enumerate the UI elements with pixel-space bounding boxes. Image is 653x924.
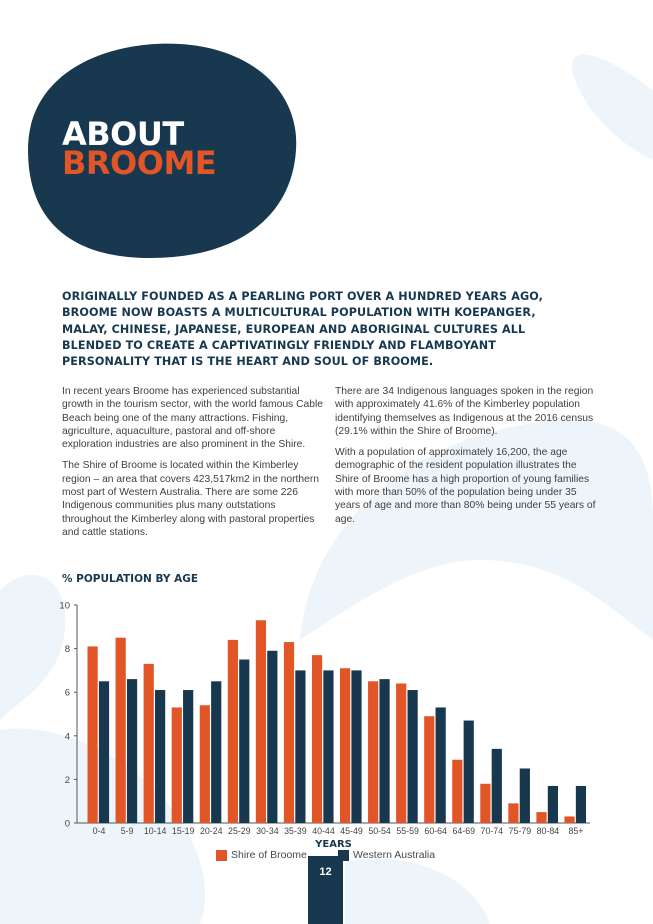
bar-shire bbox=[200, 705, 210, 823]
bar-wa bbox=[99, 681, 109, 823]
bar-shire bbox=[480, 784, 490, 823]
x-tick-label: 75-79 bbox=[508, 826, 532, 836]
x-tick-label: 25-29 bbox=[228, 826, 251, 836]
bar-shire bbox=[284, 642, 294, 823]
bar-shire bbox=[368, 681, 378, 823]
population-chart bbox=[0, 590, 653, 850]
bar-shire bbox=[508, 803, 518, 823]
legend-swatch-orange bbox=[216, 850, 227, 861]
bar-shire bbox=[228, 640, 238, 823]
x-tick-label: 10-14 bbox=[143, 826, 167, 836]
x-tick-label: 20-24 bbox=[200, 826, 223, 836]
bar-wa bbox=[492, 749, 502, 823]
bar-shire bbox=[312, 655, 322, 823]
bar-wa bbox=[520, 769, 530, 824]
y-tick-label: 0 bbox=[64, 818, 70, 830]
bar-wa bbox=[379, 679, 389, 823]
bar-shire bbox=[396, 683, 406, 823]
body-column-left bbox=[62, 385, 324, 547]
bar-shire bbox=[144, 664, 154, 823]
y-tick-label: 8 bbox=[64, 644, 70, 656]
body-column-right bbox=[335, 385, 597, 534]
y-tick-label: 6 bbox=[64, 687, 70, 699]
bar-shire bbox=[564, 816, 574, 823]
page-title bbox=[62, 115, 217, 182]
bar-wa bbox=[351, 670, 361, 823]
bar-shire bbox=[424, 716, 434, 823]
bar-wa bbox=[323, 670, 333, 823]
bar-shire bbox=[116, 638, 126, 823]
intro-paragraph: ORIGINALLY FOUNDED AS A PEARLING PORT OVER A HUNDRED YEARS AGO, BROOME NOW BOASTS A MULTICULTURAL POPULATION WITH KOEPANGER, MALAY, CHINESE, JAPANESE, EUROPEAN AND ABORIGINAL CULTURES ALL BLENDED TO CREATE A CAPTIVATINGLY FRIENDLY AND FLAMBOYANT PERSONALITY THAT IS THE HEART AND SOUL OF BROOME. bbox=[62, 290, 543, 369]
bar-wa bbox=[464, 721, 474, 823]
bar-wa bbox=[183, 690, 193, 823]
bar-wa bbox=[127, 679, 137, 823]
y-tick-label: 2 bbox=[64, 774, 70, 786]
body-paragraph: With a population of approximately 16,200, the age demographic of the resident population illustrates the Shire of Broome has a high proportion of young families with more than 50% of the population being under 35 years of age and more than 80% being under 55 years of age. bbox=[335, 447, 596, 525]
x-tick-label: 80-84 bbox=[536, 826, 560, 836]
bar-wa bbox=[295, 670, 305, 823]
bar-wa bbox=[576, 786, 586, 823]
bar-shire bbox=[536, 812, 546, 823]
x-tick-label: 50-54 bbox=[368, 826, 391, 836]
body-paragraph: The Shire of Broome is located within the Kimberley region – an area that covers 423,517km2 in the northern most part of Western Australia. There are some 226 Indigenous communities plus many outstations throughout the Kimberley along with pastoral properties and cattle stations. bbox=[62, 460, 320, 538]
x-tick-label: 15-19 bbox=[171, 826, 195, 836]
bar-wa bbox=[267, 651, 277, 823]
bar-shire bbox=[340, 668, 350, 823]
bar-wa bbox=[408, 690, 418, 823]
legend-item-shire bbox=[216, 849, 307, 861]
x-tick-label: 40-44 bbox=[312, 826, 335, 836]
bar-wa bbox=[155, 690, 165, 823]
legend-item-wa bbox=[338, 849, 435, 861]
x-tick-label: 0-4 bbox=[92, 826, 106, 836]
body-paragraph: There are 34 Indigenous languages spoken in the region with approximately 41.6% of the Kimberley population identifying themselves as Indigenous at the 2016 census (29.1% within the Shire of Broome). bbox=[335, 386, 594, 437]
title-line-broome: BROOME bbox=[62, 144, 217, 182]
bar-wa bbox=[239, 660, 249, 824]
legend-label: Shire of Broome bbox=[231, 849, 307, 861]
x-tick-label: 60-64 bbox=[424, 826, 447, 836]
x-tick-label: 30-34 bbox=[256, 826, 279, 836]
bar-shire bbox=[452, 760, 462, 823]
x-tick-label: 35-39 bbox=[284, 826, 307, 836]
x-axis-label: YEARS bbox=[315, 839, 352, 850]
bar-shire bbox=[88, 646, 98, 823]
x-tick-label: 70-74 bbox=[480, 826, 504, 836]
title-line-about: ABOUT bbox=[62, 115, 184, 153]
y-tick-label: 4 bbox=[64, 731, 70, 743]
y-tick-label: 10 bbox=[59, 600, 70, 612]
page-number: 12 bbox=[319, 866, 332, 878]
bar-wa bbox=[548, 786, 558, 823]
body-paragraph: In recent years Broome has experienced substantial growth in the tourism sector, with the world famous Cable Beach being one of the many attractions. Fishing, agriculture, aquaculture, pastoral and off-shore exploration industries are also prominent in the Shire. bbox=[62, 386, 323, 451]
x-tick-label: 45-49 bbox=[340, 826, 363, 836]
legend-label: Western Australia bbox=[353, 849, 436, 861]
bar-wa bbox=[436, 707, 446, 823]
bar-wa bbox=[211, 681, 221, 823]
x-tick-label: 55-59 bbox=[396, 826, 419, 836]
x-tick-label: 64-69 bbox=[452, 826, 475, 836]
bar-shire bbox=[256, 620, 266, 823]
chart-title: % POPULATION BY AGE bbox=[62, 573, 199, 585]
x-tick-label: 5-9 bbox=[120, 826, 134, 836]
x-tick-label: 85+ bbox=[568, 826, 584, 836]
bar-shire bbox=[172, 707, 182, 823]
